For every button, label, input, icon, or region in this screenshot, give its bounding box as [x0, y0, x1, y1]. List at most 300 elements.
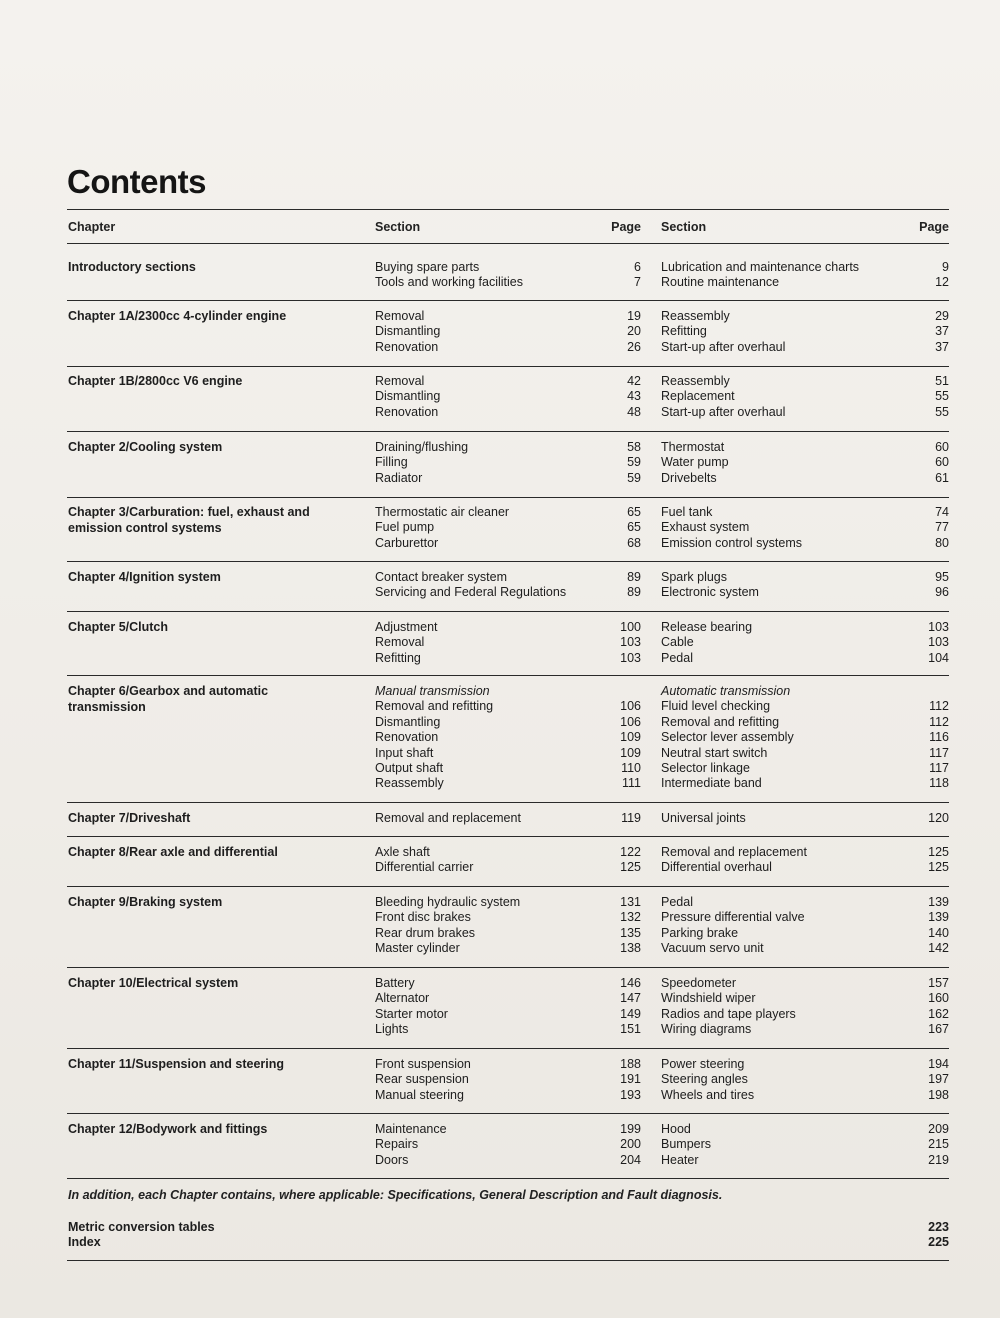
section-entry: [375, 860, 641, 875]
section-label: Neutral start switch: [661, 745, 768, 760]
section-label: Renovation: [375, 404, 439, 419]
chapter-divider: [67, 1048, 949, 1049]
section-entry: [375, 520, 641, 535]
chapter-divider: [67, 611, 949, 612]
section-column-left: [375, 374, 641, 420]
section-label: Output shaft: [375, 760, 444, 775]
page-number: 103: [620, 650, 641, 665]
section-label: Selector linkage: [661, 760, 750, 775]
section-label: Refitting: [375, 650, 421, 665]
page-number: 26: [627, 339, 641, 354]
section-entry: [661, 684, 949, 699]
section-entry: [375, 570, 641, 585]
page-number: 37: [935, 324, 949, 339]
section-label: Pedal: [661, 650, 693, 665]
section-entry: [661, 926, 949, 941]
section-entry: [661, 389, 949, 404]
section-label: Starter motor: [375, 1006, 448, 1021]
chapter-name: Chapter 11/Suspension and steering: [68, 1057, 285, 1071]
chapter-name: Chapter 5/Clutch: [68, 620, 169, 634]
section-label: Reassembly: [661, 374, 730, 388]
section-entry: [375, 684, 641, 699]
section-label: Cable: [661, 635, 694, 650]
page-number: 146: [620, 976, 641, 990]
section-entry: [661, 699, 949, 714]
page-number: 117: [929, 760, 949, 775]
section-entry: [375, 926, 641, 941]
section-label: Rear suspension: [375, 1072, 469, 1087]
page-number: 138: [620, 941, 641, 956]
page-number: 96: [935, 585, 949, 600]
section-label: Alternator: [375, 991, 430, 1006]
section-label: Thermostat: [661, 440, 725, 454]
section-label: Front disc brakes: [375, 910, 471, 925]
page-number: 151: [620, 1022, 641, 1037]
section-entry: [661, 324, 949, 339]
page-number: 37: [935, 339, 949, 354]
section-entry: [375, 715, 641, 730]
section-label: Replacement: [661, 389, 735, 404]
page-number: 198: [928, 1087, 949, 1102]
header-chapter: Chapter: [68, 220, 116, 234]
section-label: Tools and working facilities: [375, 275, 523, 290]
section-label: Reassembly: [375, 776, 444, 791]
section-entry: [375, 746, 641, 761]
section-entry: [661, 1088, 949, 1103]
section-label: Doors: [375, 1152, 409, 1167]
page-number: 12: [935, 275, 949, 290]
chapter-divider: [67, 300, 949, 301]
footnote: In addition, each Chapter contains, where applicable: Specifications, General Description and Fault diagnosis.: [68, 1188, 723, 1202]
section-entry: [661, 260, 949, 275]
chapter-divider: [67, 1113, 949, 1114]
section-label: Differential carrier: [375, 860, 474, 875]
section-column-left: [375, 1122, 641, 1168]
page-number: 194: [928, 1057, 949, 1071]
page-number: 19: [627, 309, 641, 323]
page-number: 219: [928, 1152, 949, 1167]
section-entry: [661, 860, 949, 875]
section-label: Start-up after overhaul: [661, 404, 786, 419]
section-entry: [661, 761, 949, 776]
section-label: Rear drum brakes: [375, 925, 476, 940]
section-entry: [661, 776, 949, 791]
section-label: Input shaft: [375, 745, 434, 760]
page-number: 112: [929, 699, 949, 714]
section-entry: [375, 374, 641, 389]
chapter-divider: [67, 802, 949, 803]
section-column-left: [375, 620, 641, 666]
section-label: Bleeding hydraulic system: [375, 895, 521, 909]
section-column-right: [661, 976, 949, 1038]
extra-page: 225: [928, 1235, 949, 1249]
section-entry: [375, 811, 641, 826]
section-entry: [661, 536, 949, 551]
page-number: 116: [929, 730, 949, 745]
section-entry: [375, 505, 641, 520]
bottom-rule: [67, 1260, 949, 1261]
section-entry: [661, 1007, 949, 1022]
extra-index: [68, 1235, 949, 1251]
section-entry: [661, 309, 949, 324]
chapter-divider: [67, 886, 949, 887]
page-number: 111: [621, 776, 641, 791]
section-entry: [375, 730, 641, 745]
section-column-left: [375, 309, 641, 355]
section-label: Power steering: [661, 1057, 745, 1071]
section-column-left: [375, 505, 641, 551]
section-entry: [661, 585, 949, 600]
page-number: 65: [627, 520, 641, 535]
chapter-name: Chapter 8/Rear axle and differential: [68, 845, 278, 859]
page-title: Contents: [67, 163, 206, 200]
section-entry: [661, 910, 949, 925]
chapter-name: Introductory sections: [68, 260, 196, 274]
extra-page: 223: [928, 1220, 949, 1234]
section-label: Exhaust system: [661, 520, 750, 535]
section-label: Release bearing: [661, 620, 753, 634]
chapter-name: Chapter 4/Ignition system: [68, 570, 221, 584]
section-column-right: [661, 1057, 949, 1103]
section-label: Hood: [661, 1122, 691, 1136]
section-label: Intermediate band: [661, 776, 762, 791]
chapter-name: Chapter 1B/2800cc V6 engine: [68, 374, 243, 388]
section-entry: [661, 620, 949, 635]
section-label: Pressure differential valve: [661, 910, 805, 925]
section-label: Removal: [375, 309, 425, 323]
section-column-left: [375, 1057, 641, 1103]
section-entry: [375, 1057, 641, 1072]
chapter-divider: [67, 497, 949, 498]
section-label: Renovation: [375, 730, 439, 745]
page-number: 60: [935, 440, 949, 454]
section-entry: [661, 1072, 949, 1087]
section-subheading: Automatic transmission: [661, 684, 791, 698]
section-label: Wheels and tires: [661, 1087, 755, 1102]
chapter-divider: [67, 675, 949, 676]
page-number: 106: [620, 714, 641, 729]
section-label: Dismantling: [375, 324, 441, 339]
chapter-name: Chapter 3/Carburation: fuel, exhaust and emission control systems: [68, 505, 310, 535]
section-column-left: [375, 570, 641, 601]
header-rule: [67, 243, 949, 244]
section-label: Axle shaft: [375, 845, 430, 859]
section-entry: [375, 1137, 641, 1152]
page-number: 117: [929, 745, 949, 760]
header-page-right: Page: [919, 220, 949, 234]
section-entry: [375, 976, 641, 991]
page-number: 58: [627, 440, 641, 454]
section-label: Dismantling: [375, 714, 441, 729]
page-number: 68: [627, 535, 641, 550]
page-number: 142: [928, 941, 949, 956]
section-label: Front suspension: [375, 1057, 471, 1071]
section-column-right: [661, 845, 949, 876]
extra-label: Metric conversion tables: [68, 1220, 215, 1234]
section-entry: [375, 1022, 641, 1037]
section-column-right: [661, 811, 949, 826]
section-column-right: [661, 1122, 949, 1168]
section-entry: [375, 991, 641, 1006]
page-number: 103: [928, 635, 949, 650]
chapter-name: Chapter 2/Cooling system: [68, 440, 223, 454]
section-entry: [661, 730, 949, 745]
section-label: Electronic system: [661, 585, 759, 600]
section-entry: [375, 776, 641, 791]
page-number: 109: [620, 730, 641, 745]
section-column-right: [661, 570, 949, 601]
section-entry: [661, 471, 949, 486]
section-entry: [375, 260, 641, 275]
section-entry: [375, 1153, 641, 1168]
page-number: 89: [627, 570, 641, 584]
page-number: 139: [928, 895, 949, 909]
section-label: Radios and tape players: [661, 1006, 796, 1021]
page-number: 209: [928, 1122, 949, 1136]
section-label: Windshield wiper: [661, 991, 756, 1006]
section-entry: [661, 895, 949, 910]
section-label: Draining/flushing: [375, 440, 469, 454]
section-label: Heater: [661, 1152, 699, 1167]
section-label: Fuel pump: [375, 520, 435, 535]
section-label: Servicing and Federal Regulations: [375, 585, 567, 600]
section-label: Renovation: [375, 339, 439, 354]
chapter-divider: [67, 561, 949, 562]
section-label: Vacuum servo unit: [661, 941, 764, 956]
page-number: 131: [620, 895, 641, 909]
section-entry: [375, 941, 641, 956]
section-entry: [661, 651, 949, 666]
section-label: Master cylinder: [375, 941, 460, 956]
section-entry: [661, 1022, 949, 1037]
page-number: 59: [627, 470, 641, 485]
chapter-divider: [67, 836, 949, 837]
section-label: Repairs: [375, 1137, 419, 1152]
page-number: 215: [928, 1137, 949, 1152]
page-number: 89: [627, 585, 641, 600]
section-column-left: [375, 811, 641, 826]
page-number: 125: [620, 860, 641, 875]
section-entry: [375, 699, 641, 714]
chapter-name: Chapter 10/Electrical system: [68, 976, 239, 990]
page-number: 65: [627, 505, 641, 519]
page-number: 112: [929, 714, 949, 729]
section-label: Thermostatic air cleaner: [375, 505, 510, 519]
section-entry: [375, 1072, 641, 1087]
section-label: Universal joints: [661, 811, 746, 825]
chapter-name: Chapter 7/Driveshaft: [68, 811, 191, 825]
page-number: 95: [935, 570, 949, 584]
section-entry: [375, 761, 641, 776]
section-entry: [375, 455, 641, 470]
page-number: 29: [935, 309, 949, 323]
page-number: 48: [627, 404, 641, 419]
chapter-name: Chapter 1A/2300cc 4-cylinder engine: [68, 309, 287, 323]
page-number: 157: [928, 976, 949, 990]
page-number: 167: [928, 1022, 949, 1037]
chapter-name: Chapter 12/Bodywork and fittings: [68, 1122, 268, 1136]
page-number: 204: [620, 1152, 641, 1167]
section-label: Removal: [375, 374, 425, 388]
section-label: Refitting: [661, 324, 707, 339]
section-column-right: [661, 309, 949, 355]
chapter-divider: [67, 1178, 949, 1179]
extra-label: Index: [68, 1235, 101, 1249]
section-entry: [661, 811, 949, 826]
section-label: Differential overhaul: [661, 860, 772, 875]
section-entry: [375, 585, 641, 600]
section-label: Removal and replacement: [661, 845, 807, 859]
page-number: 51: [935, 374, 949, 388]
page-number: 61: [935, 470, 949, 485]
section-column-right: [661, 895, 949, 957]
section-entry: [661, 845, 949, 860]
section-column-left: [375, 440, 641, 486]
section-label: Parking brake: [661, 925, 739, 940]
section-label: Drivebelts: [661, 470, 717, 485]
chapter-divider: [67, 967, 949, 968]
section-label: Wiring diagrams: [661, 1022, 752, 1037]
page-number: 100: [620, 620, 641, 634]
section-label: Emission control systems: [661, 535, 803, 550]
section-label: Reassembly: [661, 309, 730, 323]
section-entry: [375, 309, 641, 324]
page-number: 147: [620, 991, 641, 1006]
page-number: 122: [620, 845, 641, 859]
page-number: 120: [928, 811, 949, 825]
section-entry: [661, 440, 949, 455]
section-column-right: [661, 684, 949, 792]
section-label: Removal and refitting: [661, 714, 780, 729]
section-label: Removal: [375, 635, 425, 650]
section-subheading: Manual transmission: [375, 684, 490, 698]
section-label: Carburettor: [375, 535, 439, 550]
page-number: 77: [935, 520, 949, 535]
section-entry: [375, 635, 641, 650]
page-number: 149: [620, 1006, 641, 1021]
section-entry: [661, 715, 949, 730]
section-entry: [375, 1088, 641, 1103]
section-label: Steering angles: [661, 1072, 748, 1087]
page-number: 162: [928, 1006, 949, 1021]
section-entry: [661, 635, 949, 650]
page-number: 118: [929, 776, 949, 791]
section-entry: [375, 324, 641, 339]
section-label: Water pump: [661, 455, 729, 470]
section-entry: [661, 1122, 949, 1137]
section-label: Filling: [375, 455, 408, 470]
page-number: 109: [620, 745, 641, 760]
section-entry: [375, 910, 641, 925]
page-number: 135: [620, 925, 641, 940]
header-section-left: Section: [375, 220, 421, 234]
page-number: 6: [634, 260, 641, 274]
section-entry: [375, 845, 641, 860]
section-column-right: [661, 505, 949, 551]
page-number: 43: [627, 389, 641, 404]
section-entry: [661, 455, 949, 470]
section-entry: [661, 1057, 949, 1072]
section-entry: [661, 520, 949, 535]
page-number: 103: [928, 620, 949, 634]
section-entry: [661, 374, 949, 389]
section-label: Manual steering: [375, 1087, 464, 1102]
chapter-name: Chapter 6/Gearbox and automatic transmission: [68, 684, 269, 714]
extra-metric: [68, 1220, 949, 1236]
section-entry: [375, 389, 641, 404]
page-number: 7: [634, 275, 641, 290]
page-number: 139: [928, 910, 949, 925]
section-label: Lubrication and maintenance charts: [661, 260, 860, 274]
section-label: Pedal: [661, 895, 693, 909]
page-number: 20: [627, 324, 641, 339]
page-number: 55: [935, 404, 949, 419]
page-number: 55: [935, 389, 949, 404]
section-entry: [375, 275, 641, 290]
page-number: 193: [620, 1087, 641, 1102]
section-entry: [661, 991, 949, 1006]
page-number: 74: [935, 505, 949, 519]
section-column-left: [375, 976, 641, 1038]
section-label: Routine maintenance: [661, 275, 780, 290]
section-entry: [661, 941, 949, 956]
section-entry: [375, 620, 641, 635]
section-entry: [661, 570, 949, 585]
page-number: 160: [928, 991, 949, 1006]
section-entry: [661, 505, 949, 520]
section-label: Adjustment: [375, 620, 438, 634]
section-label: Battery: [375, 976, 415, 990]
page-number: 188: [620, 1057, 641, 1071]
section-label: Speedometer: [661, 976, 737, 990]
section-entry: [375, 340, 641, 355]
page-number: 42: [627, 374, 641, 388]
section-entry: [661, 976, 949, 991]
section-column-left: [375, 895, 641, 957]
section-entry: [375, 405, 641, 420]
section-entry: [661, 405, 949, 420]
section-label: Removal and replacement: [375, 811, 521, 825]
page-number: 103: [620, 635, 641, 650]
section-entry: [375, 440, 641, 455]
page-number: 140: [928, 925, 949, 940]
section-column-left: [375, 845, 641, 876]
page-number: 199: [620, 1122, 641, 1136]
section-entry: [375, 536, 641, 551]
header-page-left: Page: [611, 220, 641, 234]
section-entry: [661, 275, 949, 290]
section-label: Removal and refitting: [375, 699, 494, 714]
chapter-name: Chapter 9/Braking system: [68, 895, 223, 909]
page-number: 110: [621, 760, 641, 775]
section-column-left: [375, 260, 641, 291]
section-label: Buying spare parts: [375, 260, 480, 274]
section-label: Radiator: [375, 470, 423, 485]
chapter-divider: [67, 431, 949, 432]
page-number: 59: [627, 455, 641, 470]
section-entry: [375, 1122, 641, 1137]
section-entry: [661, 746, 949, 761]
page-number: 104: [928, 650, 949, 665]
page-number: 191: [620, 1072, 641, 1087]
section-label: Selector lever assembly: [661, 730, 794, 745]
page-number: 60: [935, 455, 949, 470]
page-number: 125: [928, 845, 949, 859]
section-entry: [661, 1153, 949, 1168]
section-label: Start-up after overhaul: [661, 339, 786, 354]
section-entry: [661, 1137, 949, 1152]
section-entry: [661, 340, 949, 355]
